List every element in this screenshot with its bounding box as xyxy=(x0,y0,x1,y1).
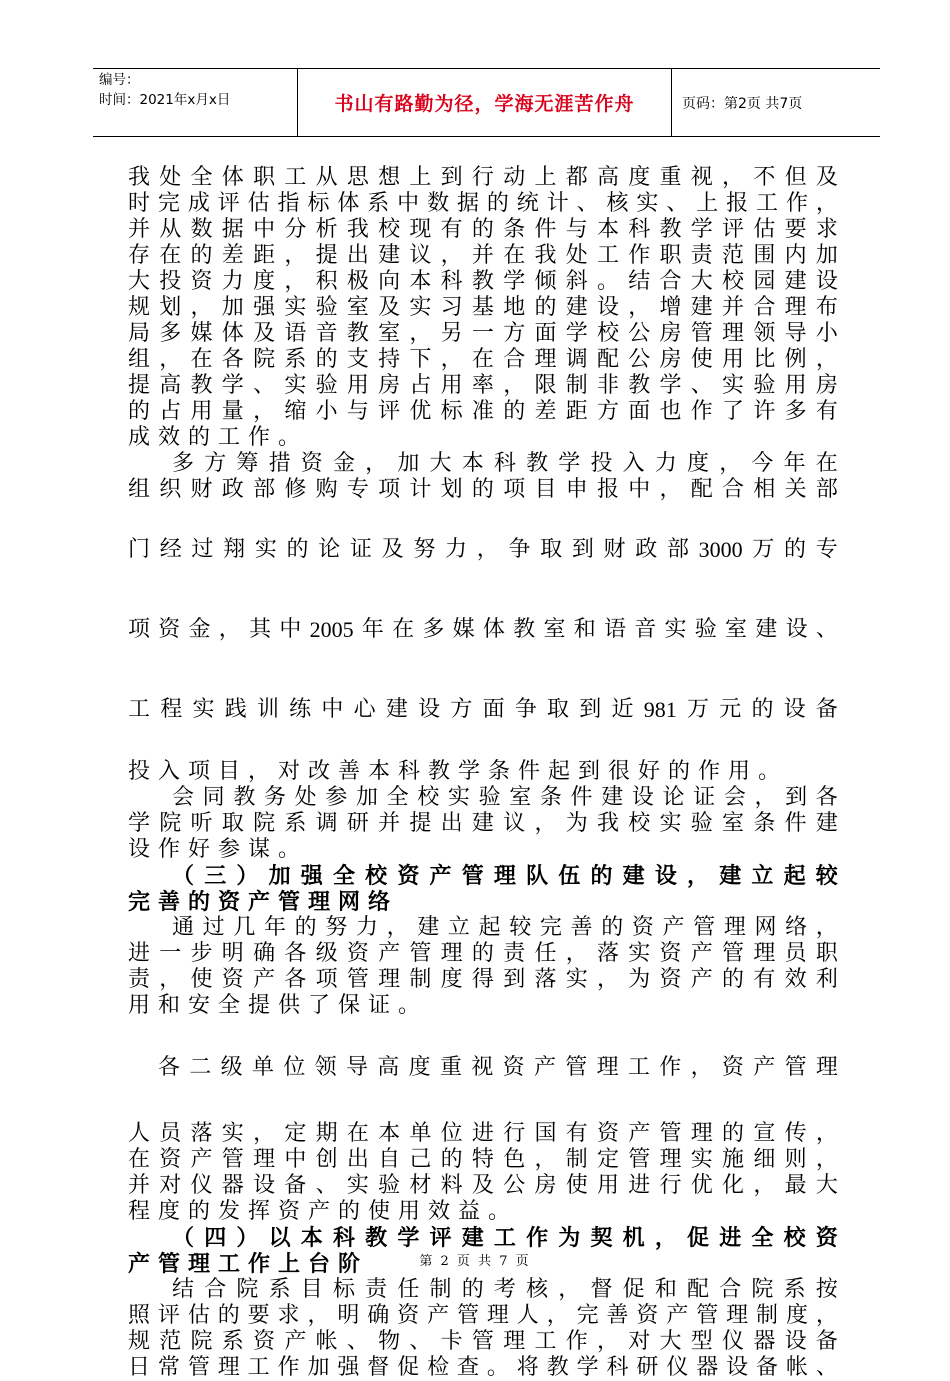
text-line: 规 范 院 系 资 产 帐 、 物 、 卡 管 理 工 作 ， 对 大 型 仪 器 设 备 xyxy=(128,1329,838,1354)
text-line: 人 员 落 实 ， 定 期 在 本 单 位 进 行 国 有 资 产 管 理 的 宣 传 ， xyxy=(128,1121,838,1146)
text-line: 存 在 的 差 距 ， 提 出 建 议 ， 并 在 我 处 工 作 职 责 范 围 内 加 xyxy=(128,243,838,268)
text-line: 工 程 实 践 训 练 中 心 建 设 方 面 争 取 到 近 981 万 元 的 设 备 xyxy=(128,697,838,722)
header-motto: 书山有路勤为径，学海无涯苦作舟 xyxy=(297,69,672,136)
text-line: 时 完 成 评 估 指 标 体 系 中 数 据 的 统 计 、 核 实 、 上 报 工 作 ， xyxy=(128,191,838,216)
text-line: 通 过 几 年 的 努 力 ， 建 立 起 较 完 善 的 资 产 管 理 网 络 ， xyxy=(172,915,838,940)
text-line: 照 评 估 的 要 求 ， 明 确 资 产 管 理 人 ， 完 善 资 产 管 理 制 度 ， xyxy=(128,1303,838,1328)
text-line: 学 院 听 取 院 系 调 研 并 提 出 建 议 ， 为 我 校 实 验 室 条 件 建 xyxy=(128,811,838,836)
text-line: 项 资 金 ， 其 中 2005 年 在 多 媒 体 教 室 和 语 音 实 验 室 建 设 、 xyxy=(128,617,838,642)
page-header xyxy=(93,68,880,137)
text-line: 成效的工作。 xyxy=(128,425,309,450)
text-line: 在 资 产 管 理 中 创 出 自 己 的 特 色 ， 制 定 管 理 实 施 细 则 ， xyxy=(128,1147,838,1172)
text-line: 各 二 级 单 位 领 导 高 度 重 视 资 产 管 理 工 作 ， 资 产 管 理 xyxy=(158,1055,838,1080)
text-line: 规 划 ， 加 强 实 验 室 及 实 习 基 地 的 建 设 ， 增 建 并 合 理 布 xyxy=(128,295,838,320)
text-line: （ 三 ） 加 强 全 校 资 产 管 理 队 伍 的 建 设 ， 建 立 起 较 xyxy=(172,863,838,889)
text-line: 产管理工作上台阶 xyxy=(128,1251,369,1277)
text-line: （ 四 ） 以 本 科 教 学 评 建 工 作 为 契 机 ， 促 进 全 校 资 xyxy=(172,1225,838,1251)
text-line: 会 同 教 务 处 参 加 全 校 实 验 室 条 件 建 设 论 证 会 ， 到 各 xyxy=(172,785,838,810)
text-line: 提 高 教 学 、 实 验 用 房 占 用 率 ， 限 制 非 教 学 、 实 验 用 房 xyxy=(128,373,838,398)
text-line: 我 处 全 体 职 工 从 思 想 上 到 行 动 上 都 高 度 重 视 ， 不 但 及 xyxy=(128,165,838,190)
text-line: 多 方 筹 措 资 金 ， 加 大 本 科 教 学 投 入 力 度 ， 今 年 在 xyxy=(172,451,838,476)
text-line: 完善的资产管理网络 xyxy=(128,889,399,915)
text-line: 局 多 媒 体 及 语 音 教 室 ， 另 一 方 面 学 校 公 房 管 理 领 导 小 xyxy=(128,321,838,346)
text-line: 责 ， 使 资 产 各 项 管 理 制 度 得 到 落 实 ， 为 资 产 的 有 效 利 xyxy=(128,967,838,992)
text-line: 进 一 步 明 确 各 级 资 产 管 理 的 责 任 ， 落 实 资 产 管 理 员 职 xyxy=(128,941,838,966)
text-line: 并 对 仪 器 设 备 、 实 验 材 料 及 公 房 使 用 进 行 优 化 ， 最 大 xyxy=(128,1173,838,1198)
header-meta xyxy=(93,69,297,136)
text-line: 门 经 过 翔 实 的 论 证 及 努 力 ， 争 取 到 财 政 部 3000 万 的 专 xyxy=(128,537,838,562)
text-line: 程度的发挥资产的使用效益。 xyxy=(128,1199,519,1224)
text-line: 组 ， 在 各 院 系 的 支 持 下 ， 在 合 理 调 配 公 房 使 用 比 例 ， xyxy=(128,347,838,372)
text-line: 并 从 数 据 中 分 析 我 校 现 有 的 条 件 与 本 科 教 学 评 估 要 求 xyxy=(128,217,838,242)
document-body xyxy=(128,165,838,1381)
text-line: 结 合 院 系 目 标 责 任 制 的 考 核 ， 督 促 和 配 合 院 系 按 xyxy=(172,1277,838,1302)
text-line: 用和安全提供了保证。 xyxy=(128,993,429,1018)
text-line: 的 占 用 量 ， 缩 小 与 评 优 标 准 的 差 距 方 面 也 作 了 许 多 有 xyxy=(128,399,838,424)
text-line: 设作好参谋。 xyxy=(128,837,309,862)
number-label: 编号： xyxy=(99,72,140,88)
text-line: 日 常 管 理 工 作 加 强 督 促 检 查 。 将 教 学 科 研 仪 器 设 备 帐 、 xyxy=(128,1355,838,1380)
header-page-label: 页码：第2页 共7页 xyxy=(682,95,803,112)
time-label: 时间：2021年x月x日 xyxy=(99,92,231,108)
text-line: 组 织 财 政 部 修 购 专 项 计 划 的 项 目 申 报 中 ， 配 合 相 关 部 xyxy=(128,477,838,502)
text-line: 大 投 资 力 度 ， 积 极 向 本 科 教 学 倾 斜 。 结 合 大 校 园 建 设 xyxy=(128,269,838,294)
text-line: 投入项目，对改善本科教学条件起到很好的作用。 xyxy=(128,759,789,784)
page-footer: 第 2 页 共 7 页 xyxy=(419,1254,531,1269)
